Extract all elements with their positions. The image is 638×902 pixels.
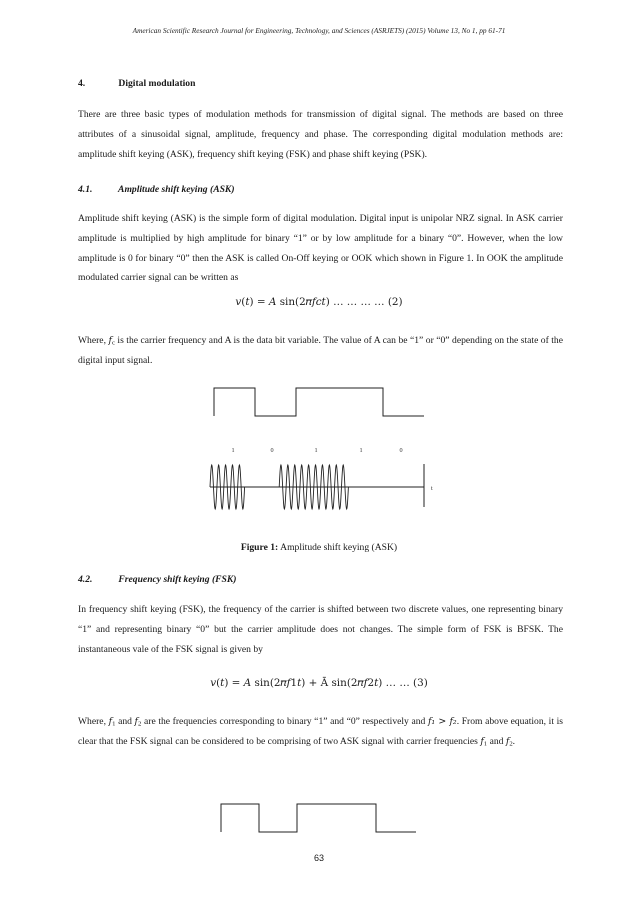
t-axis-label: t — [431, 485, 433, 492]
bit-label: 1 — [359, 447, 363, 454]
digital-input-signal — [214, 388, 424, 416]
section-number: 4. — [78, 78, 86, 89]
bit-label: 1 — [314, 447, 318, 454]
section-title: Frequency shift keying (FSK) — [118, 574, 237, 585]
paragraph-ask: Amplitude shift keying (ASK) is the simple form of digital modulation. Digital input is unipolar NRZ signal. In ASK carrier amplitude is multiplied by high amplitude for binary “1” or by low amplitude for a binary “0”. However, when the low amplitude is 0 for binary “0” then the ASK is called On-Off keying or OOK which shown in Figure 1. In OOK the amplitude modulated carrier signal can be written as — [78, 213, 563, 284]
bit-label: 0 — [399, 447, 403, 454]
figure-1-caption: Figure 1: Amplitude shift keying (ASK) — [240, 542, 398, 553]
section-number: 4.1. — [78, 184, 93, 195]
section-title: Amplitude shift keying (ASK) — [118, 184, 235, 195]
paragraph-intro: There are three basic types of modulation methods for transmission of digital signal. The methods are based on three attributes of a sinusoidal signal, amplitude, frequency and phase. The corresponding digital modulation methods are: amplitude shift keying (ASK), frequency shift keying (FSK) and phase shift keying (PSK). — [78, 109, 563, 160]
section-heading-fsk — [78, 574, 236, 585]
bit-labels — [231, 447, 402, 454]
journal-header: American Scientific Research Journal for Engineering, Technology, and Sciences (ASRJETS) (2015) Volume 13, No 1, pp 61-71 — [132, 26, 506, 35]
section-number: 4.2. — [78, 574, 93, 585]
equation-3: 𝑣(𝑡) = 𝐴 sin(2𝜋𝑓1𝑡) + Ā sin(2𝜋𝑓2𝑡) … … (3) — [210, 677, 428, 689]
fsk-digital-input-figure — [0, 792, 638, 832]
ask-waveform-figure — [0, 370, 638, 550]
paragraph-fsk: In frequency shift keying (FSK), the frequency of the carrier is shifted between two discrete values, one representing binary “1” and representing binary “0” but the carrier amplitude does not changes. The simple form of FSK is BFSK. The instantaneous vale of the FSK signal is given by — [78, 604, 563, 655]
section-heading-ask — [78, 184, 235, 195]
paragraph-where-fc: Where, $f_c$ is the carrier frequency and A is the data bit variable. The value of A can be “1” or “0” depending on the state of the digital input signal. — [78, 335, 563, 366]
bit-label: 1 — [231, 447, 235, 454]
section-heading-digital-modulation — [78, 78, 195, 89]
page-number: 63 — [313, 853, 324, 863]
section-title: Digital modulation — [118, 78, 196, 89]
paragraph-where-f1-f2: Where, $f_1$ and $f_2$ are the frequencies corresponding to binary “1” and “0” respectively and f₁ > f₂. From above equation, it is clear that the FSK signal can be considered to be comprising of two ASK signal with carrier frequencies $f_1$ and $f_2$. — [78, 716, 564, 748]
equation-2: 𝑣(𝑡) = 𝐴 sin(2𝜋𝑓𝑐𝑡) … … … … (2) — [235, 296, 403, 308]
bit-label: 0 — [270, 447, 274, 454]
